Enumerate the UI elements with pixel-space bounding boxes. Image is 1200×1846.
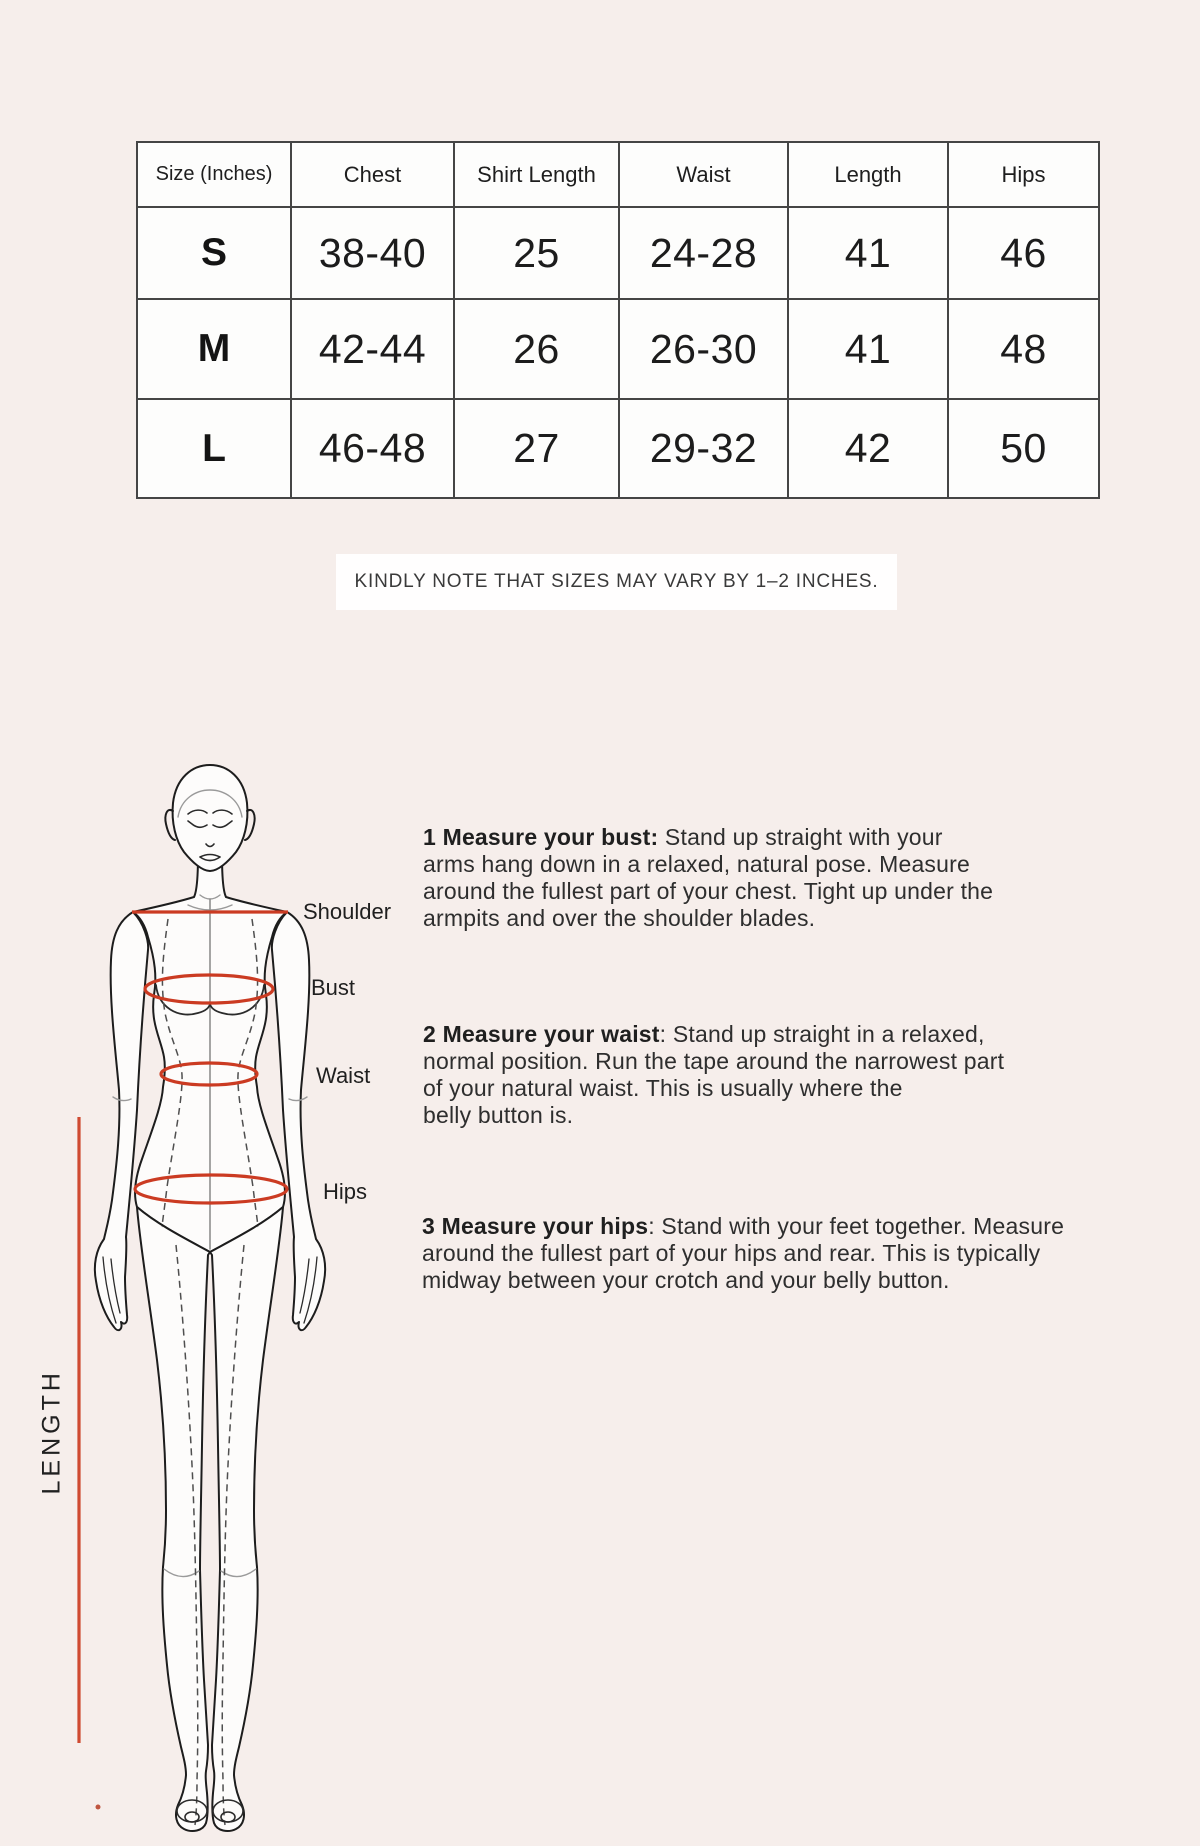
header-size: Size (Inches) bbox=[137, 142, 291, 207]
waist-label: Waist bbox=[316, 1063, 371, 1088]
instruction-hips bbox=[422, 1213, 1064, 1294]
value-cell: 41 bbox=[788, 207, 948, 299]
value-cell: 26 bbox=[454, 299, 619, 399]
instruction-bust bbox=[423, 824, 993, 932]
value-cell: 41 bbox=[788, 299, 948, 399]
table-header-row bbox=[137, 142, 1099, 207]
instruction-bold: 3 Measure your hips bbox=[422, 1213, 649, 1239]
size-chart-table bbox=[136, 141, 1100, 499]
header-waist: Waist bbox=[619, 142, 788, 207]
instruction-rest: : Stand with your feet together. Measure bbox=[648, 1213, 1065, 1239]
left-arm-outline bbox=[95, 912, 148, 1330]
instruction-line bbox=[422, 1213, 1064, 1240]
instruction-line bbox=[423, 1021, 1004, 1048]
header-shirt-length: Shirt Length bbox=[454, 142, 619, 207]
instruction-line: belly button is. bbox=[423, 1102, 574, 1128]
instruction-line: around the fullest part of your hips and rear. This is typically bbox=[422, 1240, 1041, 1266]
value-cell: 42-44 bbox=[291, 299, 454, 399]
instruction-line: midway between your crotch and your belly button. bbox=[422, 1267, 950, 1293]
header-length: Length bbox=[788, 142, 948, 207]
bust-label: Bust bbox=[311, 975, 356, 1000]
right-leg-outline bbox=[210, 1207, 283, 1831]
value-cell: 46 bbox=[948, 207, 1099, 299]
table-row-s bbox=[137, 207, 1099, 299]
instruction-rest: : Stand up straight in a relaxed, bbox=[659, 1021, 985, 1047]
instruction-line: normal position. Run the tape around the narrowest part bbox=[423, 1048, 1005, 1074]
instruction-rest: Stand up straight with your bbox=[658, 824, 943, 850]
instruction-bold: 1 Measure your bust: bbox=[423, 824, 659, 850]
instruction-waist bbox=[423, 1021, 1004, 1129]
table-row-l bbox=[137, 399, 1099, 498]
size-cell: S bbox=[137, 207, 291, 299]
value-cell: 46-48 bbox=[291, 399, 454, 498]
note-text: KINDLY NOTE THAT SIZES MAY VARY BY 1–2 INCHES. bbox=[354, 571, 879, 592]
table-row-m bbox=[137, 299, 1099, 399]
shoulder-label: Shoulder bbox=[303, 899, 392, 924]
size-cell: L bbox=[137, 399, 291, 498]
value-cell: 42 bbox=[788, 399, 948, 498]
value-cell: 25 bbox=[454, 207, 619, 299]
value-cell: 29-32 bbox=[619, 399, 788, 498]
instruction-line: arms hang down in a relaxed, natural pose. Measure bbox=[423, 851, 970, 877]
length-label: LENGTH bbox=[37, 1369, 66, 1495]
note-box bbox=[336, 554, 897, 610]
value-cell: 26-30 bbox=[619, 299, 788, 399]
value-cell: 50 bbox=[948, 399, 1099, 498]
instruction-line: of your natural waist. This is usually where the bbox=[423, 1075, 903, 1101]
value-cell: 48 bbox=[948, 299, 1099, 399]
value-cell: 38-40 bbox=[291, 207, 454, 299]
hips-label: Hips bbox=[323, 1179, 368, 1204]
instruction-line: around the fullest part of your chest. Tight up under the bbox=[423, 878, 994, 904]
value-cell: 24-28 bbox=[619, 207, 788, 299]
header-hips: Hips bbox=[948, 142, 1099, 207]
figure-illustration bbox=[60, 745, 340, 1840]
size-cell: M bbox=[137, 299, 291, 399]
instruction-bold: 2 Measure your waist bbox=[423, 1021, 660, 1047]
header-chest: Chest bbox=[291, 142, 454, 207]
instruction-line: armpits and over the shoulder blades. bbox=[423, 905, 816, 931]
stray-dot bbox=[96, 1805, 101, 1810]
instruction-line bbox=[423, 824, 993, 851]
left-leg-outline bbox=[137, 1207, 210, 1831]
value-cell: 27 bbox=[454, 399, 619, 498]
